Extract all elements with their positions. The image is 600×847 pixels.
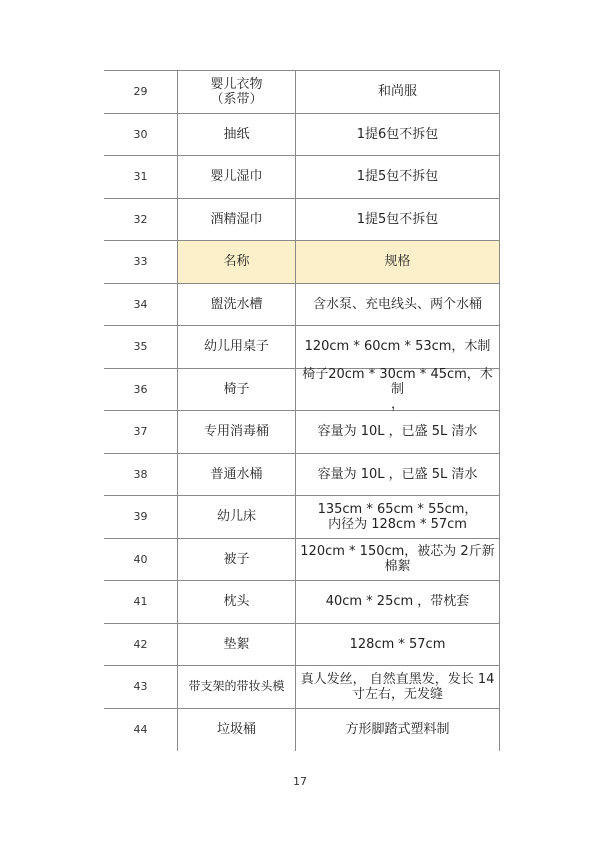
item-name: 普通水桶 <box>177 454 296 496</box>
item-spec: 含水泵、充电线头、两个水桶 <box>296 284 500 326</box>
table-row-42 <box>104 624 500 667</box>
row-number: 34 <box>133 297 148 311</box>
row-number: 36 <box>133 382 148 396</box>
table-row-30 <box>104 114 500 157</box>
row-number: 32 <box>133 212 148 226</box>
column-header-spec: 规格 <box>296 241 500 283</box>
row-number: 39 <box>133 510 148 524</box>
row-number: 43 <box>133 680 148 694</box>
item-spec: 40cm * 25cm ，带枕套 <box>296 581 500 623</box>
item-spec: 1提5包不拆包 <box>296 199 500 241</box>
table-row-39 <box>104 496 500 539</box>
table-row-34 <box>104 284 500 327</box>
table-row-36 <box>104 366 500 412</box>
item-name: 幼儿床 <box>177 496 296 538</box>
item-spec: 真人发丝， 自然直黑发，发长 14 寸左右，无发缝 <box>296 666 500 708</box>
column-header-name: 名称 <box>177 241 296 283</box>
row-number: 33 <box>133 255 148 269</box>
item-spec: 容量为 10L ，已盛 5L 清水 <box>296 454 500 496</box>
item-spec: 120cm * 150cm，被芯为 2斤新 棉絮 <box>296 539 500 581</box>
item-spec: 128cm * 57cm <box>296 624 500 666</box>
row-number: 30 <box>133 127 148 141</box>
item-name: 酒精湿巾 <box>177 199 296 241</box>
row-number: 41 <box>133 595 148 609</box>
item-name: 枕头 <box>177 581 296 623</box>
row-number: 42 <box>133 637 148 651</box>
table-row-37 <box>104 411 500 454</box>
row-number: 37 <box>133 425 148 439</box>
item-name: 抽纸 <box>177 114 296 156</box>
row-number: 40 <box>133 552 148 566</box>
item-name: 垃圾桶 <box>177 709 296 752</box>
table-row-32 <box>104 199 500 242</box>
row-number: 31 <box>133 170 148 184</box>
row-number: 44 <box>133 723 148 737</box>
item-name: 垫絮 <box>177 624 296 666</box>
table-row-43 <box>104 666 500 709</box>
item-spec: 方形脚踏式塑料制 <box>296 709 500 752</box>
table-row-29 <box>104 71 500 114</box>
row-number: 29 <box>133 85 148 99</box>
item-spec: 容量为 10L ，已盛 5L 清水 <box>296 411 500 453</box>
table-row-40 <box>104 539 500 582</box>
item-name: 专用消毒桶 <box>177 411 296 453</box>
item-name: 盥洗水槽 <box>177 284 296 326</box>
item-name: 被子 <box>177 539 296 581</box>
item-name: 椅子 <box>177 369 296 411</box>
item-name: 幼儿用桌子 <box>177 326 296 368</box>
item-spec: 1提5包不拆包 <box>296 156 500 198</box>
row-number: 35 <box>133 340 148 354</box>
table-row-44 <box>104 709 500 752</box>
table-row-38 <box>104 454 500 497</box>
items-table <box>104 70 500 751</box>
table-row-35 <box>104 326 500 369</box>
item-spec: 1提6包不拆包 <box>296 114 500 156</box>
row-number: 38 <box>133 467 148 481</box>
item-name: 婴儿衣物 （系带） <box>177 71 296 113</box>
table-row-31 <box>104 156 500 199</box>
item-name: 婴儿湿巾 <box>177 156 296 198</box>
item-name: 带支架的带妆头模 <box>177 666 296 708</box>
item-spec: 和尚服 <box>296 71 500 113</box>
table-row-41 <box>104 581 500 624</box>
page-number: 17 <box>293 775 307 788</box>
item-spec: 135cm * 65cm * 55cm， 内径为 128cm * 57cm <box>296 496 500 538</box>
item-spec: 椅子20cm * 30cm * 45cm，木制 ， <box>296 369 500 411</box>
table-header-row <box>104 241 500 284</box>
item-spec: 120cm * 60cm * 53cm，木制 <box>296 326 500 368</box>
